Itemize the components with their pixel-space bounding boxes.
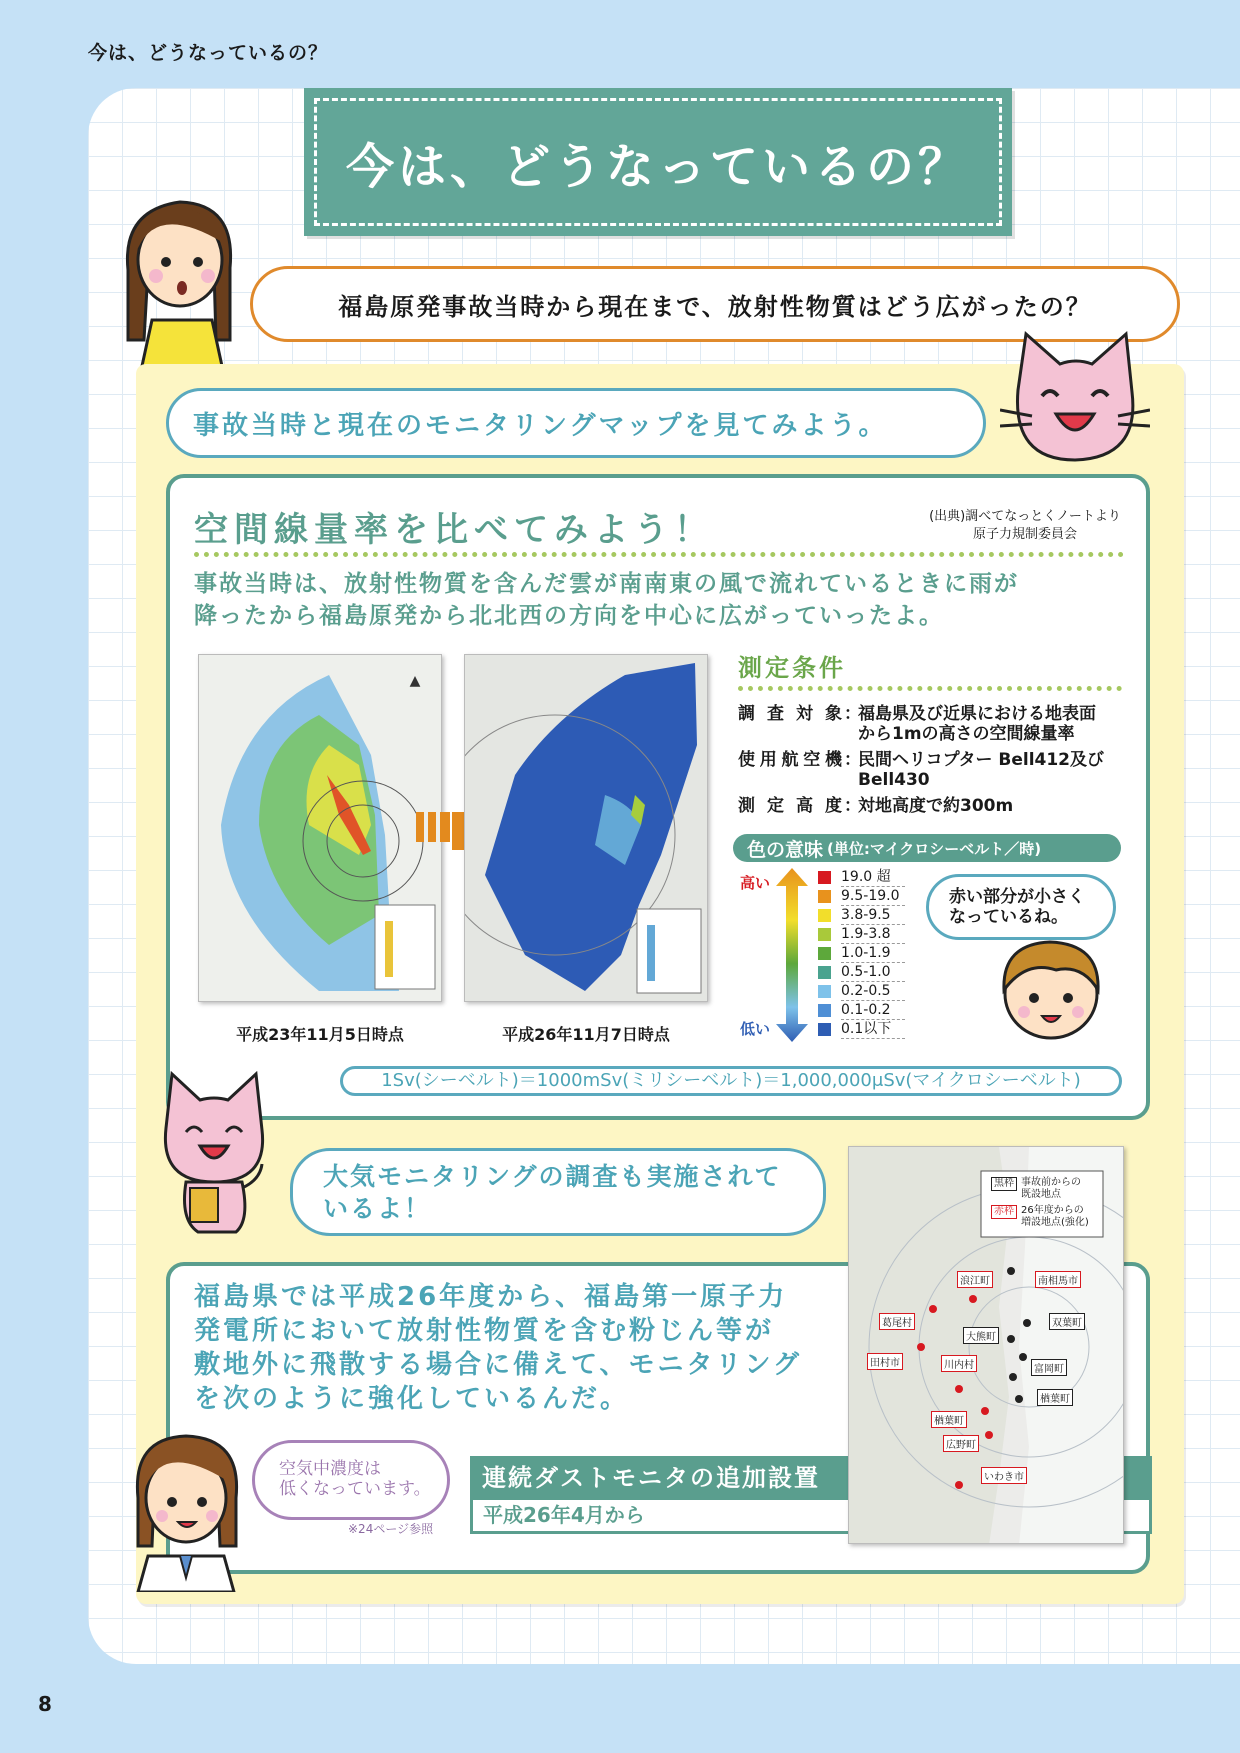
running-head: 今は、どうなっているの？ bbox=[88, 42, 329, 64]
title-banner bbox=[304, 88, 1012, 236]
black-frame-tag: 黒枠 bbox=[991, 1177, 1017, 1191]
condition-label: 使用航空機 bbox=[738, 750, 842, 770]
condition-row bbox=[738, 796, 1148, 818]
place-label: いわき市 bbox=[981, 1467, 1027, 1484]
legend-label: 9.5-19.0 bbox=[841, 888, 905, 906]
place-label: 田村市 bbox=[867, 1353, 903, 1370]
legend-label: 3.8-9.5 bbox=[841, 907, 905, 925]
lead-bubble bbox=[166, 388, 986, 458]
color-legend bbox=[818, 868, 918, 1044]
place-label: 大熊町 bbox=[963, 1327, 999, 1344]
map-2011-caption: 平成23年11月5日時点 bbox=[236, 1025, 404, 1044]
place-label: 富岡町 bbox=[1031, 1359, 1067, 1376]
legend-swatch bbox=[818, 909, 831, 922]
low-label: 低い bbox=[740, 1020, 771, 1038]
map-2014 bbox=[464, 654, 708, 1002]
legend-item bbox=[818, 906, 905, 925]
condition-label: 調査対象 bbox=[738, 704, 842, 724]
condition-value bbox=[858, 796, 1148, 816]
condition-value-line: 対地高度で約300m bbox=[858, 796, 1014, 816]
legend-label: 1.0-1.9 bbox=[841, 945, 905, 963]
legend-item bbox=[818, 944, 905, 963]
condition-value-line: Bell430 bbox=[858, 770, 930, 790]
condition-row bbox=[738, 750, 1148, 790]
condition-value-line: 福島県及び近県における地表面 bbox=[858, 704, 1096, 724]
legend-line: 増設地点(強化) bbox=[1021, 1217, 1089, 1228]
source-line: (出典)調べてなっとくノートより bbox=[929, 509, 1121, 524]
monitoring-text bbox=[194, 1280, 844, 1416]
legend-item bbox=[818, 925, 905, 944]
svg-text:▲: ▲ bbox=[409, 673, 421, 689]
condition-value-line: 民間ヘリコプター Bell412及び bbox=[858, 750, 1105, 770]
text-line: 発電所において放射性物質を含む粉じん等が bbox=[194, 1316, 775, 1346]
place-label: 楢葉町 bbox=[1037, 1389, 1073, 1406]
color-meaning-label: 色の意味 bbox=[747, 838, 824, 861]
text-line: 福島県では平成26年度から、福島第一原子力 bbox=[194, 1282, 788, 1312]
legend-line: 26年度からの bbox=[1021, 1205, 1084, 1216]
boy-speech-bubble bbox=[926, 874, 1116, 940]
dotted-divider bbox=[738, 686, 1122, 691]
legend-line: 事故前からの bbox=[1021, 1177, 1081, 1188]
legend-swatch bbox=[818, 947, 831, 960]
legend-label: 19.0 超 bbox=[841, 869, 905, 887]
units-note: 1Sv(シーベルト)＝1000mSv(ミリシーベルト)＝1,000,000μSv(マイクロシーベルト) bbox=[340, 1066, 1122, 1096]
source-note bbox=[920, 508, 1130, 544]
legend-item bbox=[818, 982, 905, 1001]
text-line: 敷地外に飛散する場合に備えて、モニタリング bbox=[194, 1350, 802, 1380]
condition-colon: ： bbox=[844, 796, 861, 816]
high-label: 高い bbox=[740, 874, 771, 892]
place-label: 浪江町 bbox=[957, 1271, 993, 1288]
lead-line: 降ったから福島原発から北北西の方向を中心に広がっていったよ。 bbox=[194, 603, 944, 629]
condition-row bbox=[738, 704, 1148, 744]
question-text: 福島原発事故当時から現在まで、放射性物質はどう広がったの？ bbox=[338, 292, 1092, 321]
legend-swatch bbox=[818, 1004, 831, 1017]
legend-swatch bbox=[818, 871, 831, 884]
source-line: 原子力規制委員会 bbox=[972, 527, 1077, 542]
bubble-line: いるよ！ bbox=[323, 1194, 432, 1223]
boy-illustration bbox=[996, 934, 1106, 1044]
condition-colon: ： bbox=[844, 704, 861, 724]
legend-swatch bbox=[818, 928, 831, 941]
reference-note: ※24ページ参照 bbox=[348, 1522, 434, 1536]
legend-label: 0.2-0.5 bbox=[841, 983, 905, 1001]
map-2014-caption: 平成26年11月7日時点 bbox=[502, 1025, 670, 1044]
girl-illustration bbox=[118, 190, 246, 366]
legend-label: 0.1以下 bbox=[841, 1021, 905, 1039]
map3-legend bbox=[991, 1177, 1101, 1229]
page-number: 8 bbox=[38, 1692, 52, 1716]
scientist-speech-bubble bbox=[252, 1440, 450, 1520]
lead-line: 事故当時は、放射性物質を含んだ雲が南南東の風で流れているときに雨が bbox=[194, 571, 1019, 597]
condition-colon: ： bbox=[844, 750, 861, 770]
legend-item bbox=[818, 1020, 905, 1039]
condition-label: 測定高度 bbox=[738, 796, 842, 816]
lead-text: 事故当時と現在のモニタリングマップを見てみよう。 bbox=[193, 410, 888, 441]
legend-swatch bbox=[818, 1023, 831, 1036]
cat-with-book-illustration bbox=[150, 1070, 276, 1240]
cat-illustration bbox=[1000, 330, 1150, 470]
air-monitoring-bubble bbox=[290, 1148, 826, 1236]
legend-label: 0.1-0.2 bbox=[841, 1002, 905, 1020]
condition-value bbox=[858, 750, 1148, 790]
legend-item bbox=[818, 887, 905, 906]
text-line: を次のように強化しているんだ。 bbox=[194, 1384, 630, 1414]
legend-label: 0.5-1.0 bbox=[841, 964, 905, 982]
legend-line: 既設地点 bbox=[1021, 1189, 1061, 1200]
map-2011 bbox=[198, 654, 442, 1002]
bubble-line: 赤い部分が小さく bbox=[949, 887, 1085, 907]
place-label: 南相馬市 bbox=[1035, 1271, 1081, 1288]
legend-item bbox=[818, 963, 905, 982]
section-lead bbox=[194, 568, 1134, 632]
color-meaning-unit: (単位:マイクロシーベルト／時) bbox=[827, 839, 1042, 858]
legend-swatch bbox=[818, 890, 831, 903]
legend-swatch bbox=[818, 985, 831, 998]
place-label: 川内村 bbox=[941, 1355, 977, 1372]
monitoring-points-map bbox=[848, 1146, 1124, 1544]
red-frame-tag: 赤枠 bbox=[991, 1205, 1017, 1219]
place-label: 広野町 bbox=[943, 1435, 979, 1452]
dust-monitor-title: 連続ダストモニタの追加設置 bbox=[470, 1456, 1152, 1500]
place-label: 葛尾村 bbox=[879, 1313, 915, 1330]
condition-value-line: から1mの高さの空間線量率 bbox=[858, 724, 1075, 744]
dotted-divider bbox=[194, 552, 1124, 557]
scientist-illustration bbox=[124, 1428, 248, 1592]
gradient-arrow-icon bbox=[776, 868, 808, 1042]
place-label: 双葉町 bbox=[1049, 1313, 1085, 1330]
dust-monitor-date: 平成26年4月から bbox=[470, 1500, 1152, 1534]
page-title: 今は、どうなっているの？ bbox=[345, 138, 970, 195]
legend-label: 1.9-3.8 bbox=[841, 926, 905, 944]
legend-swatch bbox=[818, 966, 831, 979]
bubble-line: なっているね。 bbox=[949, 907, 1068, 927]
place-label: 楢葉町 bbox=[931, 1411, 967, 1428]
legend-item bbox=[818, 1001, 905, 1020]
conditions-title: 測定条件 bbox=[738, 654, 846, 682]
bubble-line: 大気モニタリングの調査も実施されて bbox=[323, 1162, 782, 1191]
bubble-line: 低くなっています。 bbox=[279, 1479, 431, 1499]
color-meaning-title bbox=[733, 834, 1121, 862]
section-title: 空間線量率を比べてみよう！ bbox=[194, 510, 714, 550]
condition-value bbox=[858, 704, 1148, 744]
legend-item bbox=[818, 868, 905, 887]
bubble-line: 空気中濃度は bbox=[279, 1459, 381, 1479]
